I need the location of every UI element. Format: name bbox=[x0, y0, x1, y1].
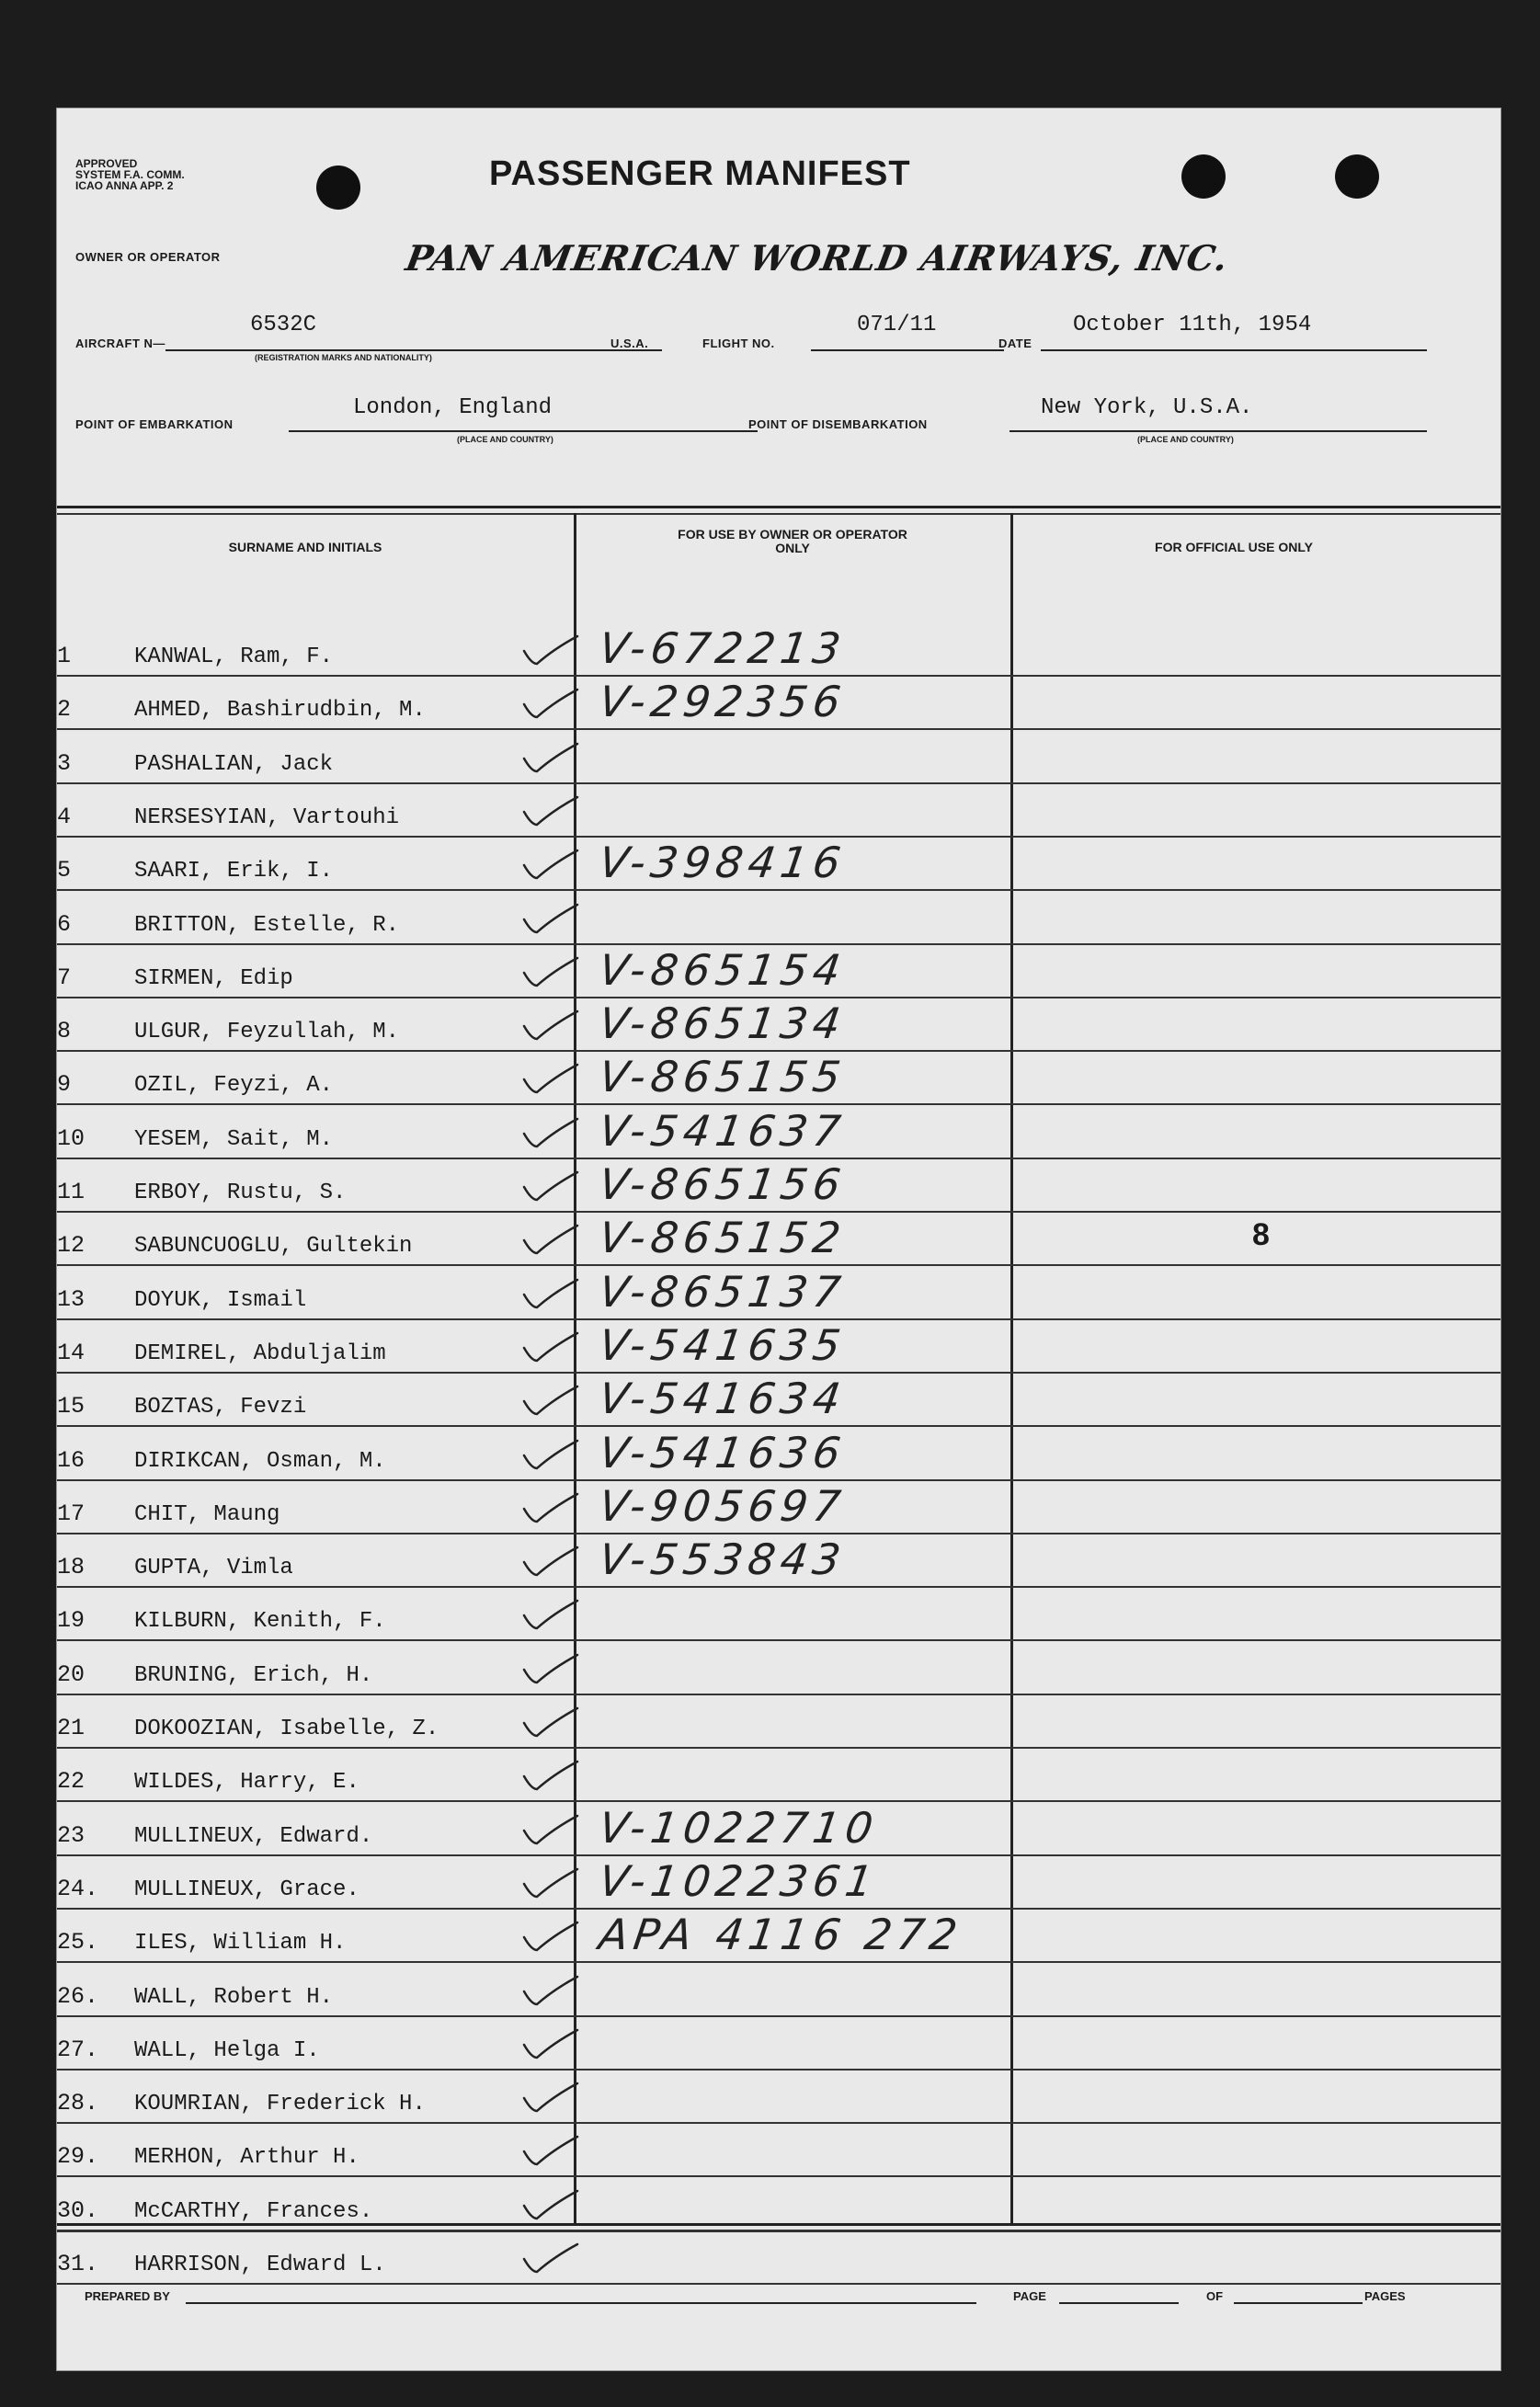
check-mark-icon bbox=[517, 1544, 581, 1580]
check-mark-icon bbox=[517, 1973, 581, 2010]
passenger-name: DOYUK, Ismail bbox=[134, 1287, 307, 1313]
passenger-name: YESEM, Sait, M. bbox=[134, 1126, 334, 1152]
embark-label: POINT OF EMBARKATION bbox=[75, 417, 234, 431]
table-row bbox=[57, 1910, 1500, 1963]
visa-code: V-398416 bbox=[596, 838, 850, 888]
row-number: 15 bbox=[57, 1393, 86, 1420]
column-header-official: FOR OFFICIAL USE ONLY bbox=[1155, 540, 1313, 554]
passenger-name: SAARI, Erik, I. bbox=[134, 859, 334, 884]
page-label: PAGE bbox=[1013, 2289, 1046, 2303]
pages-label: PAGES bbox=[1364, 2289, 1406, 2303]
owner-label: OWNER OR OPERATOR bbox=[75, 250, 221, 264]
passenger-name: HARRISON, Edward L. bbox=[134, 2253, 386, 2277]
row-number: 12 bbox=[57, 1232, 86, 1260]
check-mark-icon bbox=[517, 1383, 581, 1420]
row-number: 6 bbox=[57, 910, 72, 938]
row-number: 24. bbox=[57, 1875, 99, 1902]
row-number: 26. bbox=[57, 1982, 99, 2010]
punch-hole-right bbox=[1335, 154, 1379, 199]
table-row bbox=[57, 1106, 1500, 1159]
visa-code: V-541637 bbox=[596, 1105, 850, 1156]
visa-code: V-1022361 bbox=[596, 1855, 882, 1906]
disembark-underline bbox=[1010, 430, 1427, 432]
row-number: 14 bbox=[57, 1339, 86, 1366]
table-row bbox=[57, 1534, 1500, 1588]
row-number: 13 bbox=[57, 1285, 86, 1313]
check-mark-icon bbox=[517, 1276, 581, 1313]
table-bottom-rule-2 bbox=[57, 2230, 1500, 2232]
check-mark-icon bbox=[517, 2133, 581, 2170]
aircraft-underline bbox=[165, 349, 662, 351]
usa-label: U.S.A. bbox=[610, 337, 649, 350]
visa-code: V-541636 bbox=[596, 1427, 850, 1477]
check-mark-icon bbox=[517, 1758, 581, 1795]
table-row bbox=[57, 1428, 1500, 1481]
passenger-name: ILES, William H. bbox=[134, 1931, 347, 1956]
passenger-name: NERSESYIAN, Vartouhi bbox=[134, 804, 400, 830]
passenger-name: DOKOOZIAN, Isabelle, Z. bbox=[134, 1717, 439, 1741]
date-label: DATE bbox=[998, 337, 1032, 350]
table-row bbox=[57, 1642, 1500, 1695]
check-mark-icon bbox=[517, 847, 581, 884]
visa-code: V-672213 bbox=[596, 623, 850, 673]
disembark-label: POINT OF DISEMBARKATION bbox=[748, 417, 928, 431]
airline-name: PAN AMERICAN WORLD AIRWAYS, INC. bbox=[403, 237, 1232, 279]
check-mark-icon bbox=[517, 1597, 581, 1634]
check-mark-icon bbox=[517, 2026, 581, 2063]
table-row bbox=[57, 1695, 1500, 1749]
passenger-name: SIRMEN, Edip bbox=[134, 965, 293, 991]
row-number: 10 bbox=[57, 1124, 86, 1152]
check-mark-icon bbox=[517, 1490, 581, 1527]
visa-code: V-865137 bbox=[596, 1266, 850, 1317]
passenger-name: SABUNCUOGLU, Gultekin bbox=[134, 1234, 413, 1260]
row-number: 17 bbox=[57, 1500, 86, 1527]
visa-code: V-865156 bbox=[596, 1159, 850, 1209]
check-mark-icon bbox=[517, 1437, 581, 1474]
approval-line: APPROVED bbox=[75, 157, 138, 170]
table-row bbox=[57, 945, 1500, 998]
manifest-sheet bbox=[57, 108, 1500, 2370]
row-number: 29. bbox=[57, 2143, 99, 2171]
table-row bbox=[57, 1749, 1500, 1802]
visa-code: V-292356 bbox=[596, 677, 850, 727]
column-header-surname: SURNAME AND INITIALS bbox=[228, 540, 382, 554]
passenger-name: DEMIREL, Abduljalim bbox=[134, 1340, 386, 1366]
table-row bbox=[57, 677, 1500, 730]
visa-code: V-553843 bbox=[596, 1534, 850, 1585]
row-number: 1 bbox=[57, 643, 72, 669]
passenger-name: ERBOY, Rustu, S. bbox=[134, 1181, 347, 1205]
disembark-sub: (PLACE AND COUNTRY) bbox=[1137, 435, 1234, 444]
embark-sub: (PLACE AND COUNTRY) bbox=[457, 435, 553, 444]
row-number: 2 bbox=[57, 696, 72, 724]
passenger-name: WALL, Robert H. bbox=[134, 1984, 334, 2010]
check-mark-icon bbox=[517, 1222, 581, 1259]
flight-label: FLIGHT NO. bbox=[702, 337, 775, 350]
check-mark-icon bbox=[517, 2187, 581, 2224]
table-row bbox=[57, 892, 1500, 945]
prepared-by-label: PREPARED BY bbox=[85, 2289, 170, 2303]
table-row bbox=[57, 1374, 1500, 1427]
table-row bbox=[57, 1856, 1500, 1910]
passenger-name: WILDES, Harry, E. bbox=[134, 1770, 359, 1796]
table-row bbox=[57, 2070, 1500, 2124]
passenger-name: McCARTHY, Frances. bbox=[134, 2198, 373, 2224]
prepared-by-line bbox=[186, 2302, 976, 2304]
passenger-name: OZIL, Feyzi, A. bbox=[134, 1073, 334, 1099]
table-row bbox=[57, 1267, 1500, 1320]
row-number: 28. bbox=[57, 2090, 99, 2117]
check-mark-icon bbox=[517, 1061, 581, 1098]
passenger-name: ULGUR, Feyzullah, M. bbox=[134, 1020, 400, 1045]
passenger-name: DIRIKCAN, Osman, M. bbox=[134, 1448, 386, 1474]
punch-hole-middle bbox=[1181, 154, 1226, 199]
flight-underline bbox=[811, 349, 1004, 351]
check-mark-icon bbox=[517, 1329, 581, 1366]
table-row bbox=[57, 1159, 1500, 1213]
row-number: 25. bbox=[57, 1929, 99, 1956]
row-number: 23 bbox=[57, 1821, 86, 1849]
row-number: 11 bbox=[57, 1179, 86, 1205]
page-line bbox=[1059, 2302, 1179, 2304]
row-number: 22 bbox=[57, 1768, 86, 1796]
passenger-name: MERHON, Arthur H. bbox=[134, 2145, 359, 2171]
table-row bbox=[57, 1803, 1500, 1856]
check-mark-icon bbox=[517, 1812, 581, 1849]
check-mark-icon bbox=[517, 1008, 581, 1044]
table-row bbox=[57, 998, 1500, 1052]
table-top-rule bbox=[57, 506, 1500, 508]
table-top-rule-2 bbox=[57, 513, 1500, 515]
passenger-name: KANWAL, Ram, F. bbox=[134, 645, 334, 669]
passenger-name: BRITTON, Estelle, R. bbox=[134, 912, 400, 938]
passenger-name: KILBURN, Kenith, F. bbox=[134, 1609, 386, 1635]
check-mark-icon bbox=[517, 793, 581, 830]
check-mark-icon bbox=[517, 1865, 581, 1902]
check-mark-icon bbox=[517, 1169, 581, 1205]
table-row bbox=[57, 1052, 1500, 1105]
table-row bbox=[57, 1481, 1500, 1534]
embark-value: London, England bbox=[353, 395, 553, 420]
punch-hole-left bbox=[316, 165, 360, 210]
table-row bbox=[57, 2017, 1500, 2070]
passenger-name: KOUMRIAN, Frederick H. bbox=[134, 2092, 426, 2117]
row-number: 5 bbox=[57, 857, 72, 884]
check-mark-icon bbox=[517, 954, 581, 991]
table-row bbox=[57, 784, 1500, 838]
approval-line: ICAO ANNA APP. 2 bbox=[75, 179, 174, 192]
passenger-name: GUPTA, Vimla bbox=[134, 1556, 293, 1581]
passenger-name: CHIT, Maung bbox=[134, 1501, 280, 1527]
visa-code: V-865152 bbox=[596, 1213, 850, 1263]
official-note: 8 bbox=[1252, 1217, 1270, 1252]
table-row bbox=[57, 838, 1500, 891]
visa-code: V-541634 bbox=[596, 1374, 850, 1424]
table-row bbox=[57, 2231, 1500, 2285]
visa-code: V-541635 bbox=[596, 1319, 850, 1370]
row-number: 16 bbox=[57, 1446, 86, 1474]
table-bottom-rule bbox=[57, 2223, 1500, 2226]
table-row bbox=[57, 2124, 1500, 2177]
visa-code: V-1022710 bbox=[596, 1802, 882, 1853]
page-title: PASSENGER MANIFEST bbox=[489, 154, 911, 193]
row-number: 18 bbox=[57, 1554, 86, 1581]
row-number: 20 bbox=[57, 1660, 86, 1688]
row-number: 9 bbox=[57, 1071, 72, 1099]
check-mark-icon bbox=[517, 1705, 581, 1741]
table-row bbox=[57, 731, 1500, 784]
check-mark-icon bbox=[517, 1919, 581, 1956]
check-mark-icon bbox=[517, 2080, 581, 2116]
table-row bbox=[57, 1320, 1500, 1374]
visa-code: V-865134 bbox=[596, 998, 850, 1049]
aircraft-sub: (REGISTRATION MARKS AND NATIONALITY) bbox=[255, 353, 432, 362]
check-mark-icon bbox=[517, 1651, 581, 1688]
column-header-owner: FOR USE BY OWNER OR OPERATOR ONLY bbox=[678, 527, 907, 555]
table-row bbox=[57, 1964, 1500, 2017]
of-line bbox=[1234, 2302, 1363, 2304]
of-label: OF bbox=[1206, 2289, 1224, 2303]
row-rule bbox=[57, 2283, 1500, 2285]
aircraft-label: AIRCRAFT N— bbox=[75, 337, 165, 350]
passenger-name: AHMED, Bashirudbin, M. bbox=[134, 698, 426, 724]
visa-code: V-905697 bbox=[596, 1480, 850, 1531]
passenger-name: BRUNING, Erich, H. bbox=[134, 1662, 373, 1688]
row-number: 21 bbox=[57, 1715, 86, 1741]
row-number: 31. bbox=[57, 2251, 99, 2277]
visa-code: V-865154 bbox=[596, 944, 850, 995]
row-number: 3 bbox=[57, 749, 72, 777]
check-mark-icon bbox=[517, 740, 581, 777]
flight-value: 071/11 bbox=[857, 313, 937, 337]
passenger-name: MULLINEUX, Edward. bbox=[134, 1823, 373, 1849]
check-mark-icon bbox=[517, 1115, 581, 1152]
table-row bbox=[57, 1213, 1500, 1266]
row-number: 8 bbox=[57, 1018, 72, 1045]
disembark-value: New York, U.S.A. bbox=[1041, 395, 1253, 420]
passenger-name: WALL, Helga I. bbox=[134, 2037, 320, 2063]
approval-line: SYSTEM F.A. COMM. bbox=[75, 168, 185, 181]
table-row bbox=[57, 1588, 1500, 1641]
row-number: 4 bbox=[57, 803, 72, 830]
passenger-name: BOZTAS, Fevzi bbox=[134, 1395, 307, 1420]
aircraft-value: 6532C bbox=[250, 313, 317, 337]
row-number: 19 bbox=[57, 1607, 86, 1635]
check-mark-icon bbox=[517, 2241, 581, 2277]
check-mark-icon bbox=[517, 686, 581, 723]
row-number: 30. bbox=[57, 2196, 99, 2224]
table-row bbox=[57, 623, 1500, 677]
approval-stamp bbox=[75, 158, 185, 191]
passenger-name: PASHALIAN, Jack bbox=[134, 751, 334, 777]
check-mark-icon bbox=[517, 901, 581, 938]
date-underline bbox=[1041, 349, 1427, 351]
visa-code: APA 4116 272 bbox=[596, 1910, 966, 1960]
check-mark-icon bbox=[517, 633, 581, 669]
visa-code: V-865155 bbox=[596, 1052, 850, 1102]
embark-underline bbox=[289, 430, 758, 432]
row-number: 27. bbox=[57, 2036, 99, 2063]
row-number: 7 bbox=[57, 964, 72, 991]
passenger-name: MULLINEUX, Grace. bbox=[134, 1877, 359, 1902]
date-value: October 11th, 1954 bbox=[1073, 313, 1312, 337]
